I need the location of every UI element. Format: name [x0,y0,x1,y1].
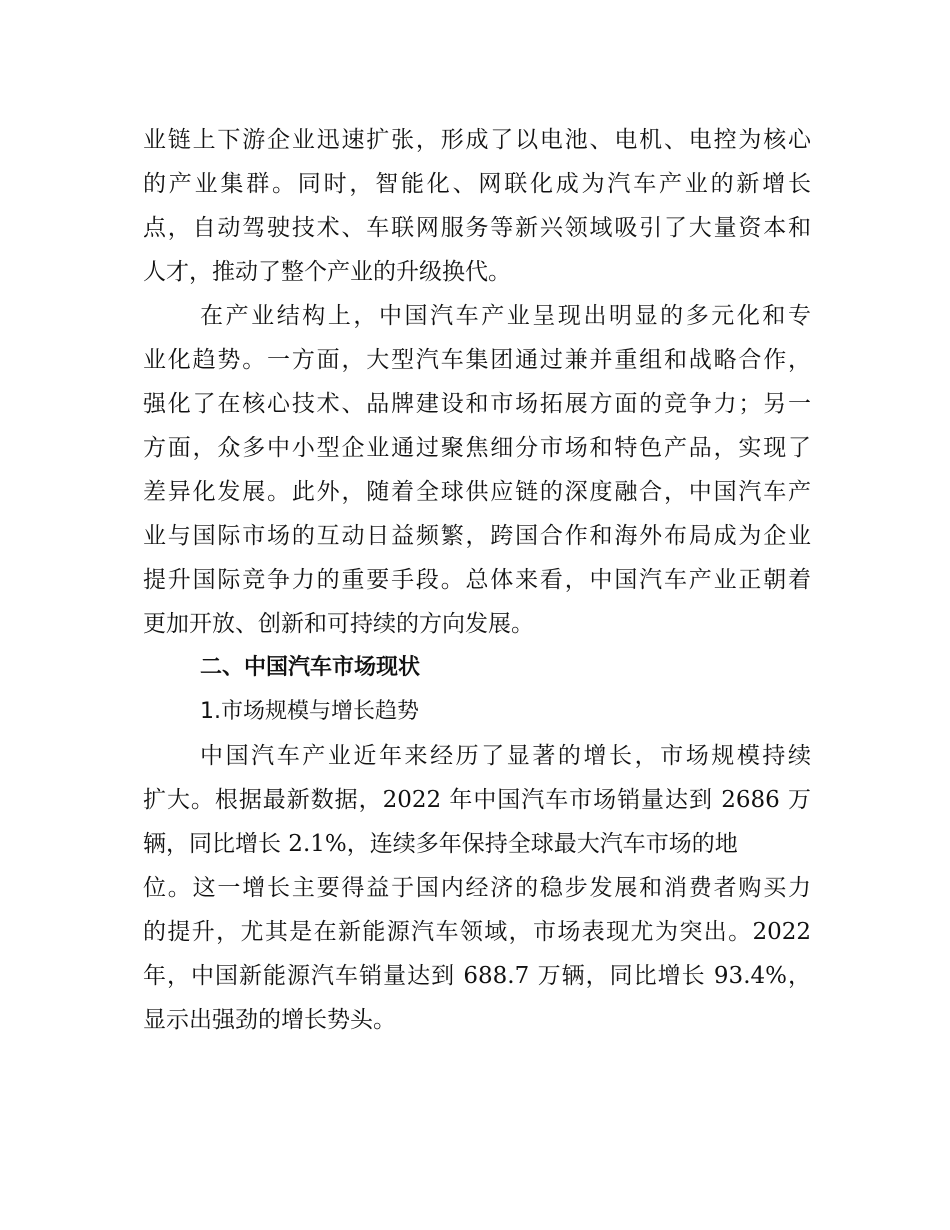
text-line: 扩大。根据最新数据，2022 年中国汽车市场销量达到 2686 万 [143,787,811,813]
paragraph-market-size [143,734,811,1042]
text-line: 位。这一增长主要得益于国内经济的稳步发展和消费者购买力 [143,875,811,901]
text-line: 的产业集群。同时，智能化、网联化成为汽车产业的新增长 [143,171,811,197]
text-line: 业化趋势。一方面，大型汽车集团通过兼并重组和战略合作， [143,347,811,373]
paragraph-industry-structure [143,294,811,646]
text-line: 人才，推动了整个产业的升级换代。 [143,259,511,285]
text-line: 显示出强劲的增长势头。 [143,1007,396,1033]
document-body [143,118,811,1042]
text-line: 年，中国新能源汽车销量达到 688.7 万辆，同比增长 93.4%， [143,963,811,989]
text-line: 强化了在核心技术、品牌建设和市场拓展方面的竞争力；另一 [143,391,811,417]
text-line: 差异化发展。此外，随着全球供应链的深度融合，中国汽车产 [143,479,811,505]
text-line: 辆，同比增长 2.1%，连续多年保持全球最大汽车市场的地 [143,831,738,857]
paragraph-industry-chain [143,118,811,294]
text-line: 方面，众多中小型企业通过聚焦细分市场和特色产品，实现了 [143,435,811,461]
text-line: 业与国际市场的互动日益频繁，跨国合作和海外布局成为企业 [143,523,811,549]
text-line: 中国汽车产业近年来经历了显著的增长，市场规模持续 [200,743,811,769]
text-line: 的提升，尤其是在新能源汽车领域，市场表现尤为突出。2022 [143,919,811,945]
text-line: 在产业结构上，中国汽车产业呈现出明显的多元化和专 [200,303,811,329]
subsection-heading: 1.市场规模与增长趋势 [200,699,419,724]
section-heading: 二、中国汽车市场现状 [200,655,421,680]
text-line: 点，自动驾驶技术、车联网服务等新兴领域吸引了大量资本和 [143,215,811,241]
text-line: 更加开放、创新和可持续的方向发展。 [143,611,534,637]
text-line: 提升国际竞争力的重要手段。总体来看，中国汽车产业正朝着 [143,567,811,593]
text-line: 业链上下游企业迅速扩张，形成了以电池、电机、电控为核心 [143,127,811,153]
